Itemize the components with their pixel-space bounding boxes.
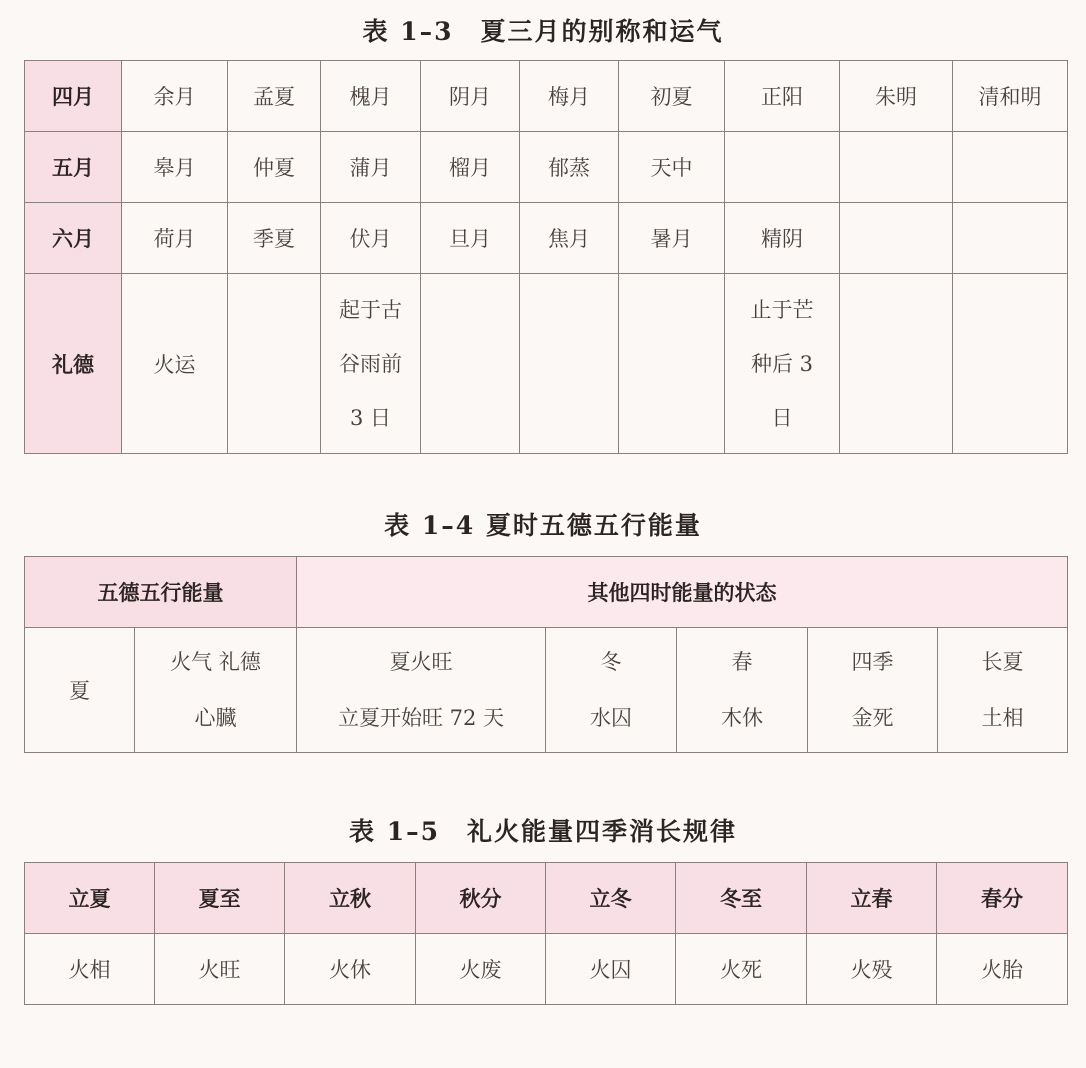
table-cell: 阴月 — [421, 61, 520, 132]
table-cell: 荷月 — [122, 203, 228, 274]
header-liqiu: 立秋 — [285, 863, 416, 934]
table-cell: 孟夏 — [228, 61, 321, 132]
text-line: 金死 — [851, 706, 894, 730]
text-line: 止于芒 — [750, 297, 814, 322]
text-line: 谷雨前 — [339, 351, 402, 376]
row-header-april: 四月 — [25, 61, 122, 132]
table-cell: 火休 — [285, 934, 416, 1005]
row-header-june: 六月 — [25, 203, 122, 274]
table-cell — [953, 274, 1068, 454]
table-1-4-caption: 表 1–4 夏时五德五行能量 — [384, 511, 702, 540]
table-1-5 — [24, 862, 1068, 1005]
table-cell — [953, 132, 1068, 203]
table-cell: 暑月 — [619, 203, 725, 274]
table-cell: 焦月 — [520, 203, 619, 274]
table-cell — [725, 132, 840, 203]
header-qiufen: 秋分 — [416, 863, 546, 934]
table-cell — [953, 203, 1068, 274]
four-seasons-cell — [808, 628, 938, 753]
table-cell: 皋月 — [122, 132, 228, 203]
table-cell: 天中 — [619, 132, 725, 203]
header-other-seasons: 其他四时能量的状态 — [297, 557, 1068, 628]
table-1-5-caption: 表 1–5 礼火能量四季消长规律 — [349, 817, 737, 846]
table-cell — [840, 203, 953, 274]
text-line: 火气 礼德 — [170, 650, 261, 674]
table-cell-start — [321, 274, 421, 454]
header-lidong: 立冬 — [546, 863, 676, 934]
text-line: 木休 — [721, 706, 763, 730]
table-1-4 — [24, 556, 1068, 753]
winter-cell — [546, 628, 677, 753]
table-cell-end — [725, 274, 840, 454]
text-line: 心臓 — [194, 706, 237, 730]
table-1-3-caption: 表 1–3 夏三月的别称和运气 — [362, 17, 724, 46]
table-cell: 正阳 — [725, 61, 840, 132]
table-cell — [520, 274, 619, 454]
table-row — [25, 61, 1068, 132]
text-line: 种后 3 — [750, 351, 814, 376]
header-chunfen: 春分 — [937, 863, 1068, 934]
row-header-lide: 礼德 — [25, 274, 122, 454]
table-cell: 朱明 — [840, 61, 953, 132]
table-row — [25, 863, 1068, 934]
header-lichun: 立春 — [807, 863, 937, 934]
table-cell — [840, 132, 953, 203]
table-cell: 火殁 — [807, 934, 937, 1005]
table-cell: 榴月 — [421, 132, 520, 203]
table-cell: 清和明 — [953, 61, 1068, 132]
table-row — [25, 934, 1068, 1005]
table-cell: 槐月 — [321, 61, 421, 132]
table-cell: 初夏 — [619, 61, 725, 132]
table-cell: 精阴 — [725, 203, 840, 274]
header-xiazhi: 夏至 — [155, 863, 285, 934]
table-cell: 旦月 — [421, 203, 520, 274]
header-lixia: 立夏 — [25, 863, 155, 934]
table-row — [25, 557, 1068, 628]
text-line: 四季 — [851, 650, 894, 674]
table-row — [25, 203, 1068, 274]
table-cell: 仲夏 — [228, 132, 321, 203]
long-summer-cell — [938, 628, 1068, 753]
text-line: 3 日 — [349, 405, 392, 430]
table-cell: 梅月 — [520, 61, 619, 132]
table-cell: 蒲月 — [321, 132, 421, 203]
table-row — [25, 628, 1068, 753]
header-dongzhi: 冬至 — [676, 863, 807, 934]
table-cell: 季夏 — [228, 203, 321, 274]
text-line: 水囚 — [590, 706, 632, 730]
table-cell: 火胎 — [937, 934, 1068, 1005]
summer-fire-cell — [297, 628, 546, 753]
row-header-may: 五月 — [25, 132, 122, 203]
table-1-3 — [24, 60, 1068, 454]
table-cell: 伏月 — [321, 203, 421, 274]
table-cell: 火旺 — [155, 934, 285, 1005]
text-line: 冬 — [600, 650, 622, 674]
table-cell — [840, 274, 953, 454]
header-five-virtues: 五德五行能量 — [25, 557, 297, 628]
season-cell: 夏 — [25, 628, 135, 753]
table-cell: 火死 — [676, 934, 807, 1005]
text-line: 日 — [771, 405, 793, 430]
table-cell: 余月 — [122, 61, 228, 132]
table-cell: 郁蒸 — [520, 132, 619, 203]
fire-virtue-cell — [135, 628, 297, 753]
table-cell — [619, 274, 725, 454]
text-line: 夏火旺 — [389, 650, 453, 674]
table-cell — [421, 274, 520, 454]
table-cell: 火囚 — [546, 934, 676, 1005]
text-line: 土相 — [981, 706, 1024, 730]
text-line: 起于古 — [339, 297, 402, 322]
table-cell: 火相 — [25, 934, 155, 1005]
spring-cell — [677, 628, 808, 753]
table-cell: 火废 — [416, 934, 546, 1005]
text-line: 长夏 — [981, 650, 1024, 674]
text-line: 立夏开始旺 72 天 — [337, 706, 505, 730]
table-row — [25, 274, 1068, 454]
table-row — [25, 132, 1068, 203]
text-line: 春 — [731, 650, 753, 674]
table-cell — [228, 274, 321, 454]
table-cell: 火运 — [122, 274, 228, 454]
